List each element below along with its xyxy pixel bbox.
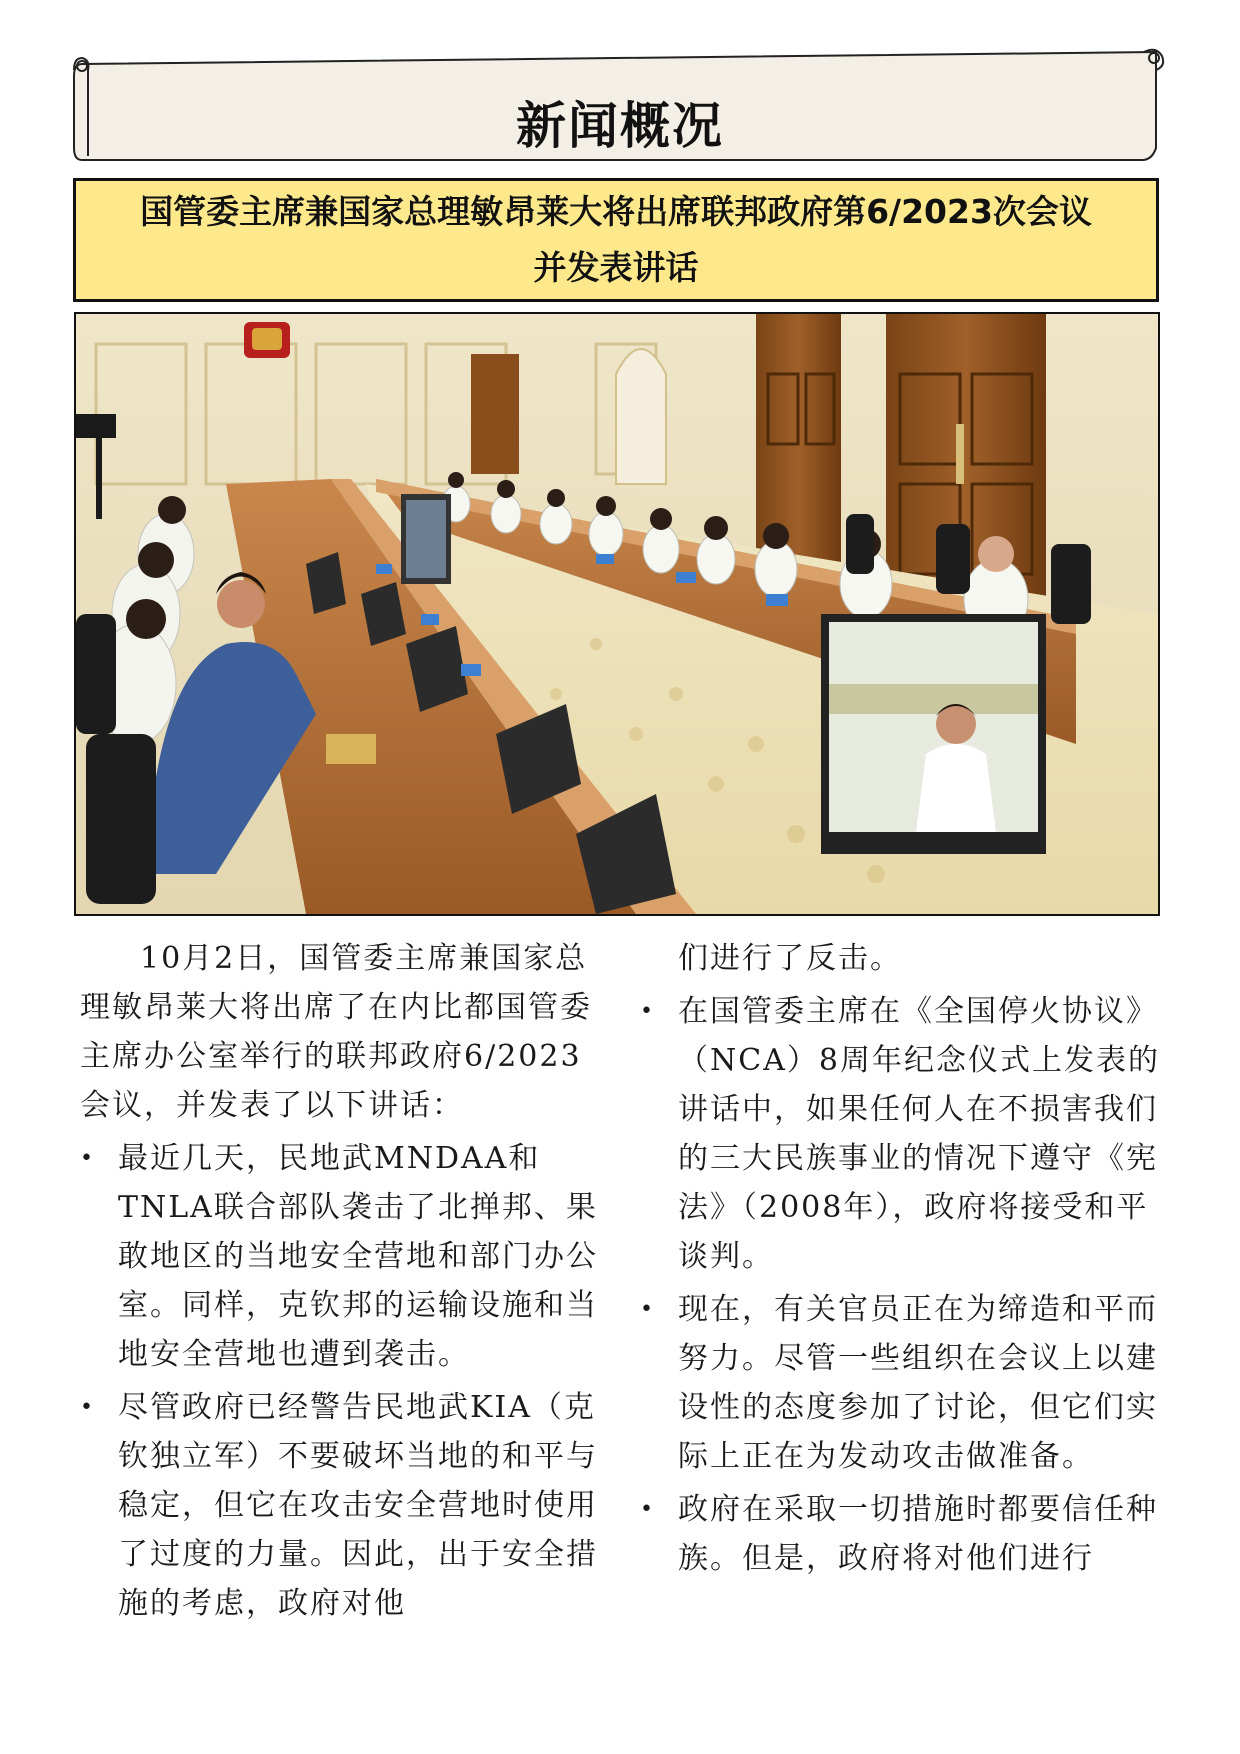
meeting-room-image-icon: [76, 314, 1158, 914]
continuation-text: 们进行了反击。: [678, 941, 902, 976]
left-bullet-list: [80, 1134, 600, 1628]
right-bullet-list: [640, 987, 1160, 1583]
article-intro: 10月2日，国管委主席兼国家总理敏昂莱大将出席了在内比都国管委主席办公室举行的联邦政府6/2023会议，并发表了以下讲话：: [80, 941, 592, 1123]
list-item: [80, 1134, 600, 1379]
bullet-text: 最近几天，民地武MNDAA和TNLA联合部队袭击了北掸邦、果敢地区的当地安全营地和部门办公室。同样，克钦邦的运输设施和当地安全营地也遭到袭击。: [118, 1141, 598, 1372]
bullet-text: 现在，有关官员正在为缔造和平而努力。尽管一些组织在会议上以建设性的态度参加了讨论，但它们实际上正在为发动攻击做准备。: [678, 1292, 1158, 1474]
list-item: [640, 987, 1160, 1281]
bullet-text: 尽管政府已经警告民地武KIA（克钦独立军）不要破坏当地的和平与稳定，但它在攻击安全营地时使用了过度的力量。因此，出于安全措施的考虑，政府对他: [118, 1390, 598, 1621]
article-right-column: [640, 934, 1160, 1587]
headline-line-1: 国管委主席兼国家总理敏昂莱大将出席联邦政府第6/2023次会议: [140, 192, 1092, 231]
page-title: 新闻概况: [516, 97, 724, 155]
bullet-icon: •: [80, 1395, 95, 1420]
bullet-icon: •: [640, 999, 655, 1024]
article-left-column: [80, 934, 600, 1632]
list-item: [640, 1485, 1160, 1583]
bullet-icon: •: [80, 1146, 95, 1171]
bullet-text: 在国管委主席在《全国停火协议》（NCA）8周年纪念仪式上发表的讲话中，如果任何人在不损害我们的三大民族事业的情况下遵守《宪法》（2008年），政府将接受和平谈判。: [678, 994, 1160, 1274]
bullet-icon: •: [640, 1497, 655, 1522]
headline-line-2: 并发表讲话: [533, 248, 699, 287]
meeting-photo: [74, 312, 1160, 916]
list-item: [80, 1383, 600, 1628]
list-item: [640, 1285, 1160, 1481]
title-banner: [72, 48, 1168, 168]
bullet-text: 政府在采取一切措施时都要信任种族。但是，政府将对他们进行: [678, 1492, 1158, 1576]
bullet-icon: •: [640, 1297, 655, 1322]
headline-box: [73, 178, 1159, 302]
